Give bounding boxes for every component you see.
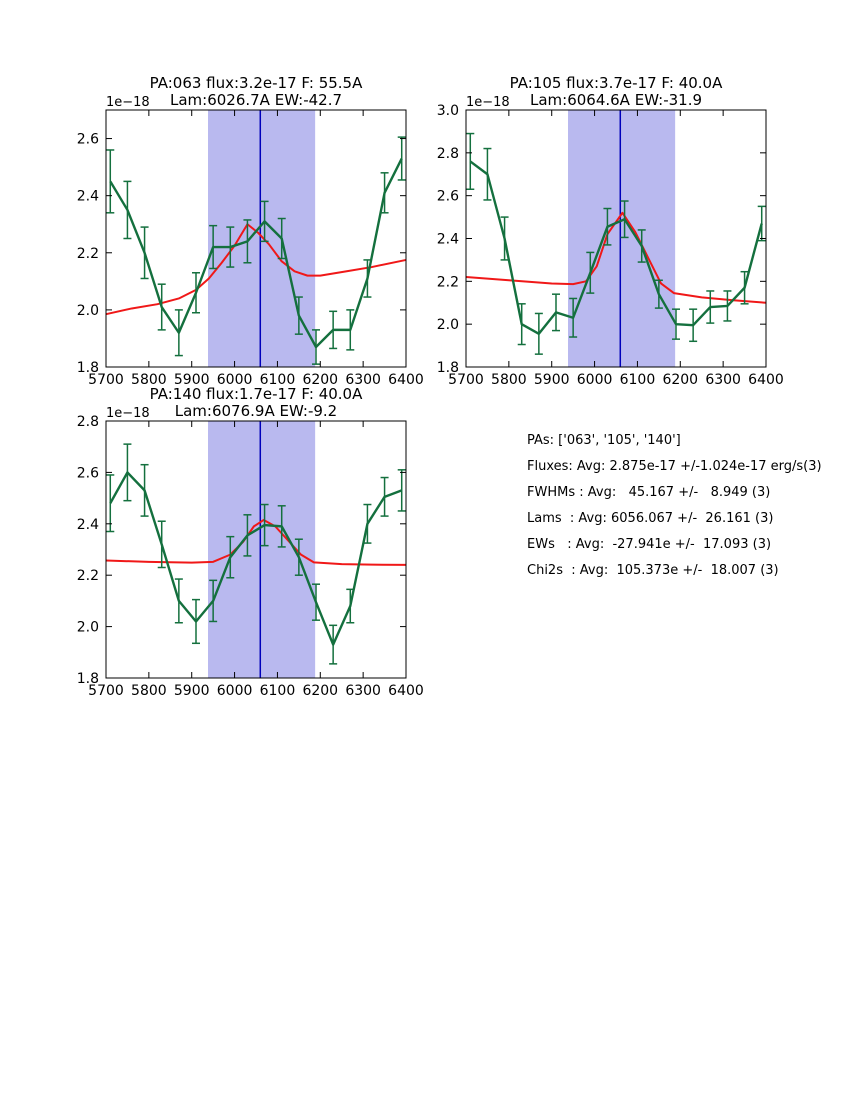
y-tick-label: 2.0 xyxy=(436,317,459,334)
subplot-title-line2: Lam:6076.9A EW:-9.2 xyxy=(174,402,338,420)
x-tick-label: 5800 xyxy=(131,372,167,388)
y-tick-label: 2.0 xyxy=(76,619,99,636)
x-tick-label: 6300 xyxy=(345,683,381,699)
stats-lams-line: Lams : Avg: 6056.067 +/- 26.161 (3) xyxy=(527,511,774,526)
plot-area xyxy=(437,103,784,388)
x-tick-label: 6200 xyxy=(662,372,699,388)
subplot-title-line1: PA:105 flux:3.7e-17 F: 40.0A xyxy=(509,74,723,92)
x-tick-label: 5900 xyxy=(173,372,210,388)
x-tick-label: 6000 xyxy=(216,683,253,699)
y-axis-offset-label: 1e−18 xyxy=(466,95,510,110)
x-tick-label: 6100 xyxy=(619,372,656,388)
spectrum-subplot-pa063 xyxy=(50,55,430,395)
subplot-title-line2: Lam:6026.7A EW:-42.7 xyxy=(169,91,343,109)
y-axis-offset-label: 1e−18 xyxy=(106,95,150,110)
subplot-title-line1: PA:063 flux:3.2e-17 F: 55.5A xyxy=(149,74,363,92)
x-tick-label: 5800 xyxy=(131,683,167,699)
x-tick-label: 6400 xyxy=(388,683,424,699)
x-tick-label: 6100 xyxy=(259,372,296,388)
y-tick-label: 2.4 xyxy=(76,516,99,533)
x-tick-label: 6300 xyxy=(345,372,381,388)
x-tick-label: 6400 xyxy=(748,372,784,388)
x-tick-label: 6100 xyxy=(259,683,296,699)
y-tick-label: 2.8 xyxy=(76,414,99,430)
measurement-band xyxy=(568,110,675,367)
x-tick-label: 5700 xyxy=(448,372,484,388)
y-tick-label: 1.8 xyxy=(76,360,99,376)
x-tick-label: 6000 xyxy=(216,372,253,388)
y-tick-label: 2.2 xyxy=(436,274,459,291)
x-tick-label: 5700 xyxy=(88,372,124,388)
y-tick-label: 2.6 xyxy=(76,465,99,482)
x-tick-label: 5900 xyxy=(533,372,570,388)
stats-fwhms-line: FWHMs : Avg: 45.167 +/- 8.949 (3) xyxy=(527,485,771,500)
y-tick-label: 3.0 xyxy=(436,103,459,119)
y-tick-label: 2.0 xyxy=(76,302,99,319)
x-tick-label: 5800 xyxy=(491,372,527,388)
y-tick-label: 2.6 xyxy=(436,188,459,205)
stats-chi2s-line: Chi2s : Avg: 105.373e +/- 18.007 (3) xyxy=(527,563,779,578)
x-tick-label: 5700 xyxy=(88,683,124,699)
y-tick-label: 2.4 xyxy=(436,231,459,248)
spectrum-subplot-pa105 xyxy=(410,55,790,395)
y-tick-label: 1.8 xyxy=(76,671,99,687)
stats-ews-line: EWs : Avg: -27.941e +/- 17.093 (3) xyxy=(527,537,772,552)
x-tick-label: 6000 xyxy=(576,372,613,388)
plot-area xyxy=(77,110,424,388)
x-tick-label: 6200 xyxy=(302,683,339,699)
spectrum-subplot-pa140 xyxy=(50,366,430,706)
y-tick-label: 2.2 xyxy=(76,568,99,585)
x-tick-label: 6300 xyxy=(705,372,741,388)
x-tick-label: 6400 xyxy=(388,372,424,388)
y-tick-label: 2.6 xyxy=(76,131,99,148)
x-tick-label: 5900 xyxy=(173,683,210,699)
y-axis-offset-label: 1e−18 xyxy=(106,406,150,421)
y-tick-label: 1.8 xyxy=(436,360,459,376)
y-tick-label: 2.4 xyxy=(76,188,99,205)
y-tick-label: 2.2 xyxy=(76,245,99,262)
subplot-title-line2: Lam:6064.6A EW:-31.9 xyxy=(529,91,703,109)
stats-pas-line: PAs: ['063', '105', '140'] xyxy=(527,433,681,448)
x-tick-label: 6200 xyxy=(302,372,339,388)
stats-fluxes-line: Fluxes: Avg: 2.875e-17 +/-1.024e-17 erg/s(3) xyxy=(527,459,822,474)
subplot-title-line1: PA:140 flux:1.7e-17 F: 40.0A xyxy=(149,385,363,403)
y-tick-label: 2.8 xyxy=(436,145,459,162)
stats-summary-panel xyxy=(527,428,822,584)
plot-area xyxy=(77,414,424,699)
